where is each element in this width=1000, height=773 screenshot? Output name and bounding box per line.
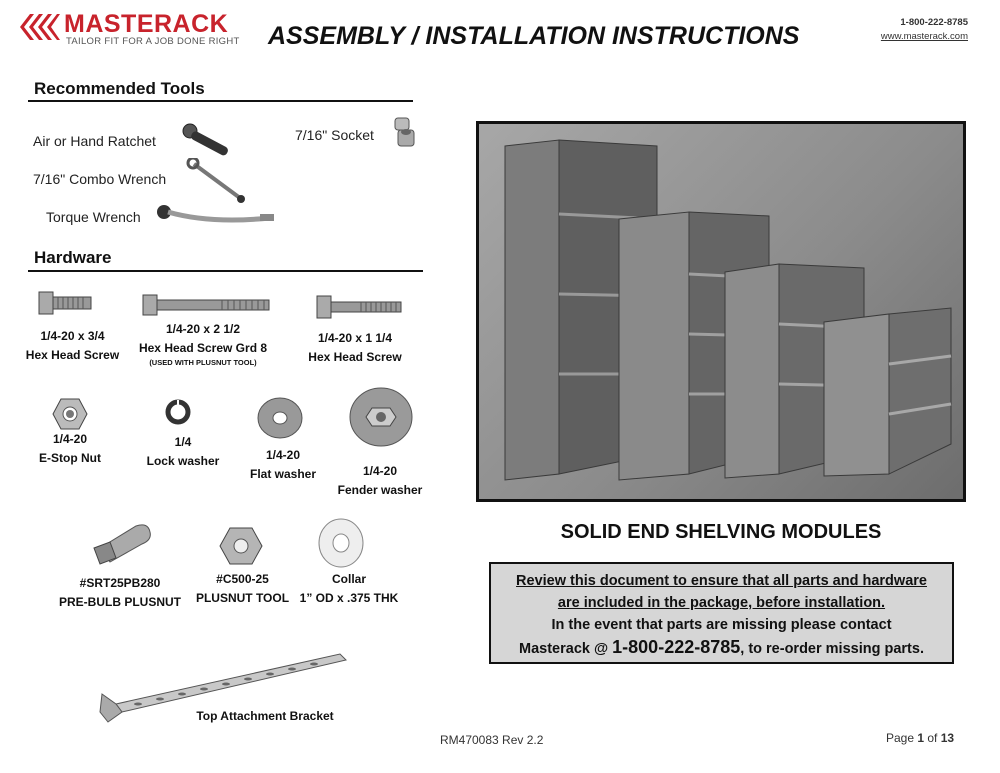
hex-screw-3-4-icon [38, 290, 94, 316]
masterack-logo-icon [20, 12, 60, 42]
collar-icon [316, 516, 366, 570]
contact-website[interactable]: www.masterack.com [880, 31, 968, 42]
parts-notice-box [489, 562, 954, 664]
hw-collar: Collar 1” OD x .375 THK [299, 572, 399, 605]
hex-screw-1-1-4-icon [316, 294, 404, 320]
notice-line-1: Review this document to ensure that all parts and hardware [516, 573, 927, 589]
contact-phone: 1-800-222-8785 [900, 17, 968, 28]
hw-flat-washer: 1/4-20 Flat washer [249, 448, 317, 481]
hw-screw-1-1-4: 1/4-20 x 1 1/4 Hex Head Screw [308, 331, 402, 364]
hw-screw-3-4: 1/4-20 x 3/4 Hex Head Screw [25, 329, 120, 362]
hw-pre-bulb-plusnut: #SRT25PB280 PRE-BULB PLUSNUT [59, 576, 181, 609]
document-number: RM470083 Rev 2.2 [440, 733, 544, 747]
tools-heading: Recommended Tools [34, 79, 205, 98]
hw-lock-washer: 1/4 Lock washer [146, 435, 220, 468]
shelving-modules-image [479, 124, 963, 499]
plusnut-tool-icon [218, 526, 264, 566]
fender-washer-icon [348, 386, 414, 448]
hardware-heading: Hardware [34, 248, 112, 267]
plusnut-tool-note: (USED WITH PLUSNUT TOOL) [149, 358, 257, 367]
pre-bulb-plusnut-icon [92, 518, 154, 566]
product-photo [476, 121, 966, 502]
brand-name: MASTERACK [64, 10, 229, 38]
page-number: Page 1 of 13 [886, 731, 955, 745]
tool-label-torque-wrench: Torque Wrench [46, 209, 141, 225]
hardware-divider [28, 270, 423, 272]
hw-top-attachment-bracket: Top Attachment Bracket [196, 709, 334, 723]
notice-line-2: are included in the package, before installation. [557, 595, 886, 611]
document-title: ASSEMBLY / INSTALLATION INSTRUCTIONS [268, 22, 800, 50]
hex-screw-2-1-2-icon [142, 294, 272, 316]
ratchet-icon [180, 122, 242, 158]
hw-plusnut-tool: #C500-25 PLUSNUT TOOL [195, 572, 290, 605]
tool-label-ratchet: Air or Hand Ratchet [33, 133, 156, 149]
e-stop-nut-icon [52, 398, 88, 430]
hw-screw-2-1-2: 1/4-20 x 2 1/2 Hex Head Screw Grd 8 (USED WITH PLUSNUT TOOL) [128, 320, 278, 368]
socket-icon [392, 116, 418, 148]
notice-line-3: In the event that parts are missing please contact [551, 617, 892, 633]
notice-phone: 1-800-222-8785 [612, 637, 741, 657]
notice-line-4: Masterack @ 1-800-222-8785, to re-order missing parts. [519, 637, 924, 657]
contact-info [881, 16, 968, 44]
torque-wrench-icon [150, 198, 275, 230]
tools-divider [28, 100, 413, 102]
tool-label-combo-wrench: 7/16" Combo Wrench [33, 171, 167, 187]
tool-label-socket: 7/16" Socket [295, 127, 374, 143]
brand-tagline: TAILOR FIT FOR A JOB DONE RIGHT [66, 36, 240, 47]
lock-washer-icon [164, 398, 192, 426]
flat-washer-icon [256, 396, 304, 440]
product-title: SOLID END SHELVING MODULES [560, 521, 882, 543]
hw-e-stop-nut: 1/4-20 E-Stop Nut [39, 432, 101, 465]
hw-fender-washer: 1/4-20 Fender washer [337, 464, 423, 497]
